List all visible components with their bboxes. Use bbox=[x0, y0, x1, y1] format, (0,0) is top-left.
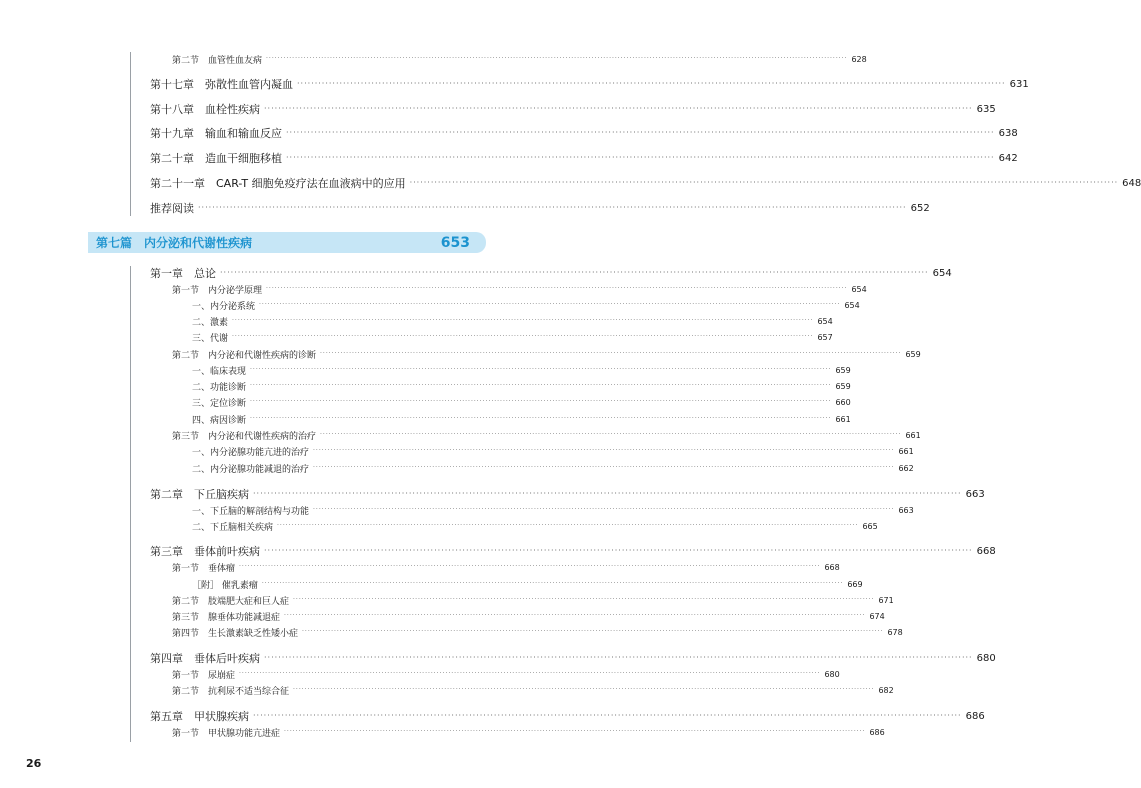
toc-entry[interactable] bbox=[0, 559, 840, 575]
toc-entry-page: 682 bbox=[878, 685, 894, 695]
toc-entry[interactable] bbox=[0, 460, 914, 476]
toc-entry-label: 第四节 生长激素缺乏性矮小症 bbox=[172, 628, 299, 639]
dot-leader: ········································································································································································································ bbox=[286, 128, 995, 137]
toc-entry[interactable] bbox=[0, 281, 867, 297]
dot-leader: ········································································································································································································ bbox=[302, 628, 884, 635]
dot-leader: ········································································································································································································ bbox=[284, 612, 866, 619]
part-label: 第七篇 bbox=[96, 236, 133, 250]
toc-entry-page: 654 bbox=[932, 267, 952, 279]
dot-leader: ········································································································································································································ bbox=[409, 178, 1119, 187]
toc-entry-page: 661 bbox=[898, 446, 914, 456]
toc-entry-label: 一、内分泌系统 bbox=[192, 301, 256, 312]
dot-leader: ········································································································································································································ bbox=[284, 728, 866, 735]
toc-entry[interactable] bbox=[0, 329, 833, 345]
toc-entry-label: 三、代谢 bbox=[192, 333, 229, 344]
toc-entry-page: 680 bbox=[976, 652, 996, 664]
dot-leader: ········································································································································································································ bbox=[286, 153, 995, 162]
toc-entry[interactable] bbox=[0, 682, 894, 698]
part-title: 内分泌和代谢性疾病 bbox=[144, 236, 253, 250]
toc-entry-label: ［附］ 催乳素瘤 bbox=[192, 580, 258, 591]
toc-entry-label: 第二节 血管性血友病 bbox=[172, 55, 263, 66]
toc-entry[interactable] bbox=[0, 624, 903, 640]
dot-leader: ········································································································································································································ bbox=[261, 580, 844, 587]
dot-leader: ········································································································································································································ bbox=[293, 686, 875, 693]
toc-entry-label: 第二十章 造血干细胞移植 bbox=[150, 152, 282, 165]
toc-vertical-rule-lower bbox=[130, 266, 131, 742]
toc-entry-page: 661 bbox=[835, 414, 851, 424]
toc-entry-page: 668 bbox=[824, 562, 840, 572]
part-page: 653 bbox=[440, 234, 470, 251]
toc-entry-page: 686 bbox=[965, 710, 985, 722]
dot-leader: ········································································································································································································ bbox=[320, 431, 902, 438]
dot-leader: ········································································································································································································ bbox=[239, 563, 821, 570]
dot-leader: ········································································································································································································ bbox=[264, 653, 973, 662]
toc-entry-page: 654 bbox=[817, 316, 833, 326]
toc-entry[interactable] bbox=[0, 150, 1018, 166]
toc-entry[interactable] bbox=[0, 724, 885, 740]
dot-leader: ········································································································································································································ bbox=[313, 464, 895, 471]
toc-entry-label: 第一节 尿崩症 bbox=[172, 670, 236, 681]
page-number: 26 bbox=[26, 757, 42, 770]
toc-entry-page: 635 bbox=[976, 103, 996, 115]
toc-entry-label: 第二节 肢端肥大症和巨人症 bbox=[172, 596, 290, 607]
toc-entry-label: 二、激素 bbox=[192, 317, 229, 328]
dot-leader: ········································································································································································································ bbox=[253, 711, 962, 720]
dot-leader: ········································································································································································································ bbox=[250, 415, 832, 422]
dot-leader: ········································································································································································································ bbox=[239, 670, 821, 677]
toc-entry-label: 一、临床表现 bbox=[192, 366, 247, 377]
dot-leader: ········································································································································································································ bbox=[232, 333, 814, 340]
toc-entry[interactable] bbox=[0, 394, 851, 410]
toc-entry-label: 第三节 腺垂体功能减退症 bbox=[172, 612, 281, 623]
toc-entry-page: 660 bbox=[835, 397, 851, 407]
dot-leader: ········································································································································································································ bbox=[266, 285, 848, 292]
toc-entry[interactable] bbox=[0, 265, 952, 281]
toc-entry-page: 671 bbox=[878, 595, 894, 605]
toc-entry[interactable] bbox=[0, 346, 921, 362]
toc-entry[interactable] bbox=[0, 608, 885, 624]
toc-entry-page: 654 bbox=[844, 300, 860, 310]
toc-entry-page: 665 bbox=[862, 521, 878, 531]
toc-entry-page: 678 bbox=[887, 627, 903, 637]
toc-entry[interactable] bbox=[0, 51, 867, 67]
part-banner[interactable] bbox=[88, 232, 486, 253]
dot-leader: ········································································································································································································ bbox=[297, 79, 1006, 88]
toc-entry-label: 第二十一章 CAR-T 细胞免疫疗法在血液病中的应用 bbox=[150, 177, 406, 190]
toc-entry-label: 第五章 甲状腺疾病 bbox=[150, 710, 249, 723]
toc-entry-page: 674 bbox=[869, 611, 885, 621]
toc-entry-label: 第三节 内分泌和代谢性疾病的治疗 bbox=[172, 431, 317, 442]
toc-entry-label: 二、内分泌腺功能减退的治疗 bbox=[192, 464, 310, 475]
dot-leader: ········································································································································································································ bbox=[277, 522, 859, 529]
toc-entry-label: 二、下丘脑相关疾病 bbox=[192, 522, 274, 533]
toc-entry-page: 652 bbox=[910, 202, 930, 214]
dot-leader: ········································································································································································································ bbox=[250, 366, 832, 373]
toc-entry[interactable] bbox=[0, 411, 851, 427]
toc-entry-label: 第三章 垂体前叶疾病 bbox=[150, 545, 260, 558]
toc-entry-label: 第二节 抗利尿不适当综合征 bbox=[172, 686, 290, 697]
toc-entry[interactable] bbox=[0, 297, 860, 313]
toc-entry-page: 662 bbox=[898, 463, 914, 473]
dot-leader: ········································································································································································································ bbox=[293, 596, 875, 603]
toc-entry[interactable] bbox=[0, 378, 851, 394]
toc-entry[interactable] bbox=[0, 486, 985, 502]
toc-entry-label: 三、定位诊断 bbox=[192, 398, 247, 409]
dot-leader: ········································································································································································································ bbox=[250, 382, 832, 389]
toc-entry[interactable] bbox=[0, 650, 996, 666]
toc-entry[interactable] bbox=[0, 427, 921, 443]
toc-entry-page: 669 bbox=[847, 579, 863, 589]
toc-entry[interactable] bbox=[0, 175, 1141, 191]
dot-leader: ········································································································································································································ bbox=[264, 104, 973, 113]
toc-entry[interactable] bbox=[0, 502, 914, 518]
toc-entry-label: 第十九章 输血和输血反应 bbox=[150, 127, 282, 140]
toc-entry-label: 推荐阅读 bbox=[150, 202, 194, 215]
dot-leader: ········································································································································································································ bbox=[250, 398, 832, 405]
toc-entry-label: 第一章 总论 bbox=[150, 267, 216, 280]
toc-entry-label: 第二章 下丘脑疾病 bbox=[150, 488, 249, 501]
toc-entry-label: 二、功能诊断 bbox=[192, 382, 247, 393]
toc-entry[interactable] bbox=[0, 125, 1018, 141]
toc-entry[interactable] bbox=[0, 666, 840, 682]
toc-entry-page: 654 bbox=[851, 284, 867, 294]
toc-entry-label: 一、内分泌腺功能亢进的治疗 bbox=[192, 447, 310, 458]
toc-entry-page: 668 bbox=[976, 545, 996, 557]
toc-entry[interactable] bbox=[0, 443, 914, 459]
toc-entry-page: 628 bbox=[851, 54, 867, 64]
toc-entry[interactable] bbox=[0, 592, 894, 608]
toc-entry[interactable] bbox=[0, 76, 1029, 92]
toc-entry-page: 663 bbox=[898, 505, 914, 515]
dot-leader: ········································································································································································································ bbox=[320, 350, 902, 357]
toc-entry[interactable] bbox=[0, 200, 930, 216]
toc-entry-page: 661 bbox=[905, 430, 921, 440]
toc-entry-label: 第一节 甲状腺功能亢进症 bbox=[172, 728, 281, 739]
toc-entry-label: 第一节 内分泌学原理 bbox=[172, 285, 263, 296]
dot-leader: ········································································································································································································ bbox=[313, 506, 895, 513]
toc-entry-label: 第十七章 弥散性血管内凝血 bbox=[150, 78, 293, 91]
toc-entry[interactable] bbox=[0, 313, 833, 329]
toc-entry-label: 四、病因诊断 bbox=[192, 415, 247, 426]
toc-entry-page: 631 bbox=[1009, 78, 1029, 90]
toc-entry[interactable] bbox=[0, 518, 878, 534]
toc-entry-page: 659 bbox=[835, 381, 851, 391]
dot-leader: ········································································································································································································ bbox=[232, 317, 814, 324]
toc-entry-page: 686 bbox=[869, 727, 885, 737]
toc-entry-page: 663 bbox=[965, 488, 985, 500]
dot-leader: ········································································································································································································ bbox=[253, 489, 962, 498]
toc-entry-page: 657 bbox=[817, 332, 833, 342]
toc-entry-label: 第十八章 血栓性疾病 bbox=[150, 103, 260, 116]
dot-leader: ········································································································································································································ bbox=[220, 268, 929, 277]
toc-entry[interactable] bbox=[0, 708, 985, 724]
toc-entry-label: 第二节 内分泌和代谢性疾病的诊断 bbox=[172, 350, 317, 361]
dot-leader: ········································································································································································································ bbox=[264, 546, 973, 555]
toc-entry[interactable] bbox=[0, 543, 996, 559]
dot-leader: ········································································································································································································ bbox=[266, 55, 848, 62]
dot-leader: ········································································································································································································ bbox=[198, 203, 907, 212]
toc-entry-page: 648 bbox=[1122, 177, 1141, 189]
toc-entry[interactable] bbox=[0, 362, 851, 378]
toc-entry-label: 第一节 垂体瘤 bbox=[172, 563, 236, 574]
toc-entry-page: 680 bbox=[824, 669, 840, 679]
toc-entry[interactable] bbox=[0, 576, 863, 592]
toc-entry-page: 659 bbox=[835, 365, 851, 375]
toc-entry-label: 第四章 垂体后叶疾病 bbox=[150, 652, 260, 665]
toc-entry-page: 642 bbox=[998, 152, 1018, 164]
dot-leader: ········································································································································································································ bbox=[259, 301, 841, 308]
toc-entry-label: 一、下丘脑的解剖结构与功能 bbox=[192, 506, 310, 517]
toc-entry-page: 638 bbox=[998, 127, 1018, 139]
toc-entry-page: 659 bbox=[905, 349, 921, 359]
dot-leader: ········································································································································································································ bbox=[313, 447, 895, 454]
toc-entry[interactable] bbox=[0, 101, 996, 117]
